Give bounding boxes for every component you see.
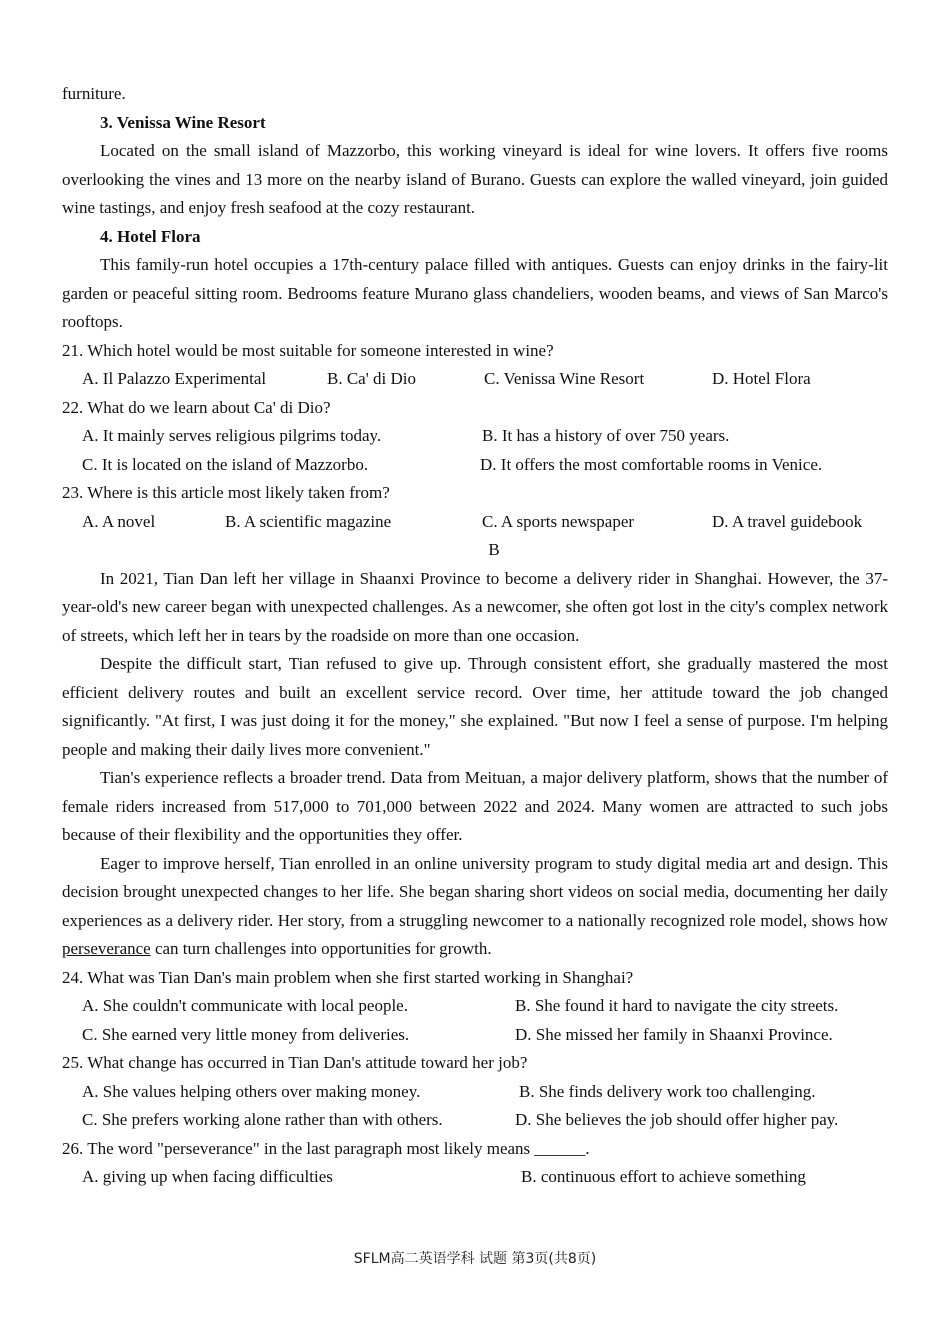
question-23-options	[62, 508, 888, 537]
hotel-4-title: 4. Hotel Flora	[100, 226, 201, 246]
q22-option-c: C. It is located on the island of Mazzorbo.	[82, 454, 369, 474]
question-21-options	[62, 365, 888, 394]
q22-option-b: B. It has a history of over 750 years.	[482, 426, 730, 445]
q23-option-c: C. A sports newspaper	[482, 511, 635, 531]
q25-option-c: C. She prefers working alone rather than with others.	[82, 1110, 443, 1129]
question-22-options-ab	[62, 422, 888, 451]
question-24-options-ab	[62, 992, 888, 1021]
question-25-options-cd	[62, 1106, 888, 1135]
q26-option-a: A. giving up when facing difficulties	[82, 1167, 333, 1186]
hotel-4-description: This family-run hotel occupies a 17th-century palace filled with antiques. Guests can enjoy drinks in the fairy-lit garden or peaceful sitting room. Bedrooms feature Murano glass chandeliers, wooden beams, and views of San Marco's rooftops.	[62, 255, 888, 331]
q25-option-a: A. She values helping others over making money.	[82, 1081, 421, 1101]
question-22: 22. What do we learn about Ca' di Dio?	[62, 397, 331, 417]
q26-option-b: B. continuous effort to achieve something	[521, 1167, 806, 1186]
q24-option-d: D. She missed her family in Shaanxi Province.	[515, 1024, 833, 1044]
q21-option-c: C. Venissa Wine Resort	[484, 369, 645, 388]
section-b-label: B	[488, 540, 500, 559]
page-footer: SFLM高二英语学科 试题 第3页(共8页)	[353, 1251, 597, 1267]
passage-b-paragraph-3: Tian's experience reflects a broader trend. Data from Meituan, a major delivery platform, shows that the number of female riders increased from 517,000 to 701,000 between 2022 and 2024. Many women are attracted to such jobs because of their flexibility and the opportunities they offer.	[62, 768, 888, 844]
q21-option-b: B. Ca' di Dio	[327, 369, 417, 388]
paragraph-4-text-start: Eager to improve herself, Tian enrolled in an online university program to study digital media art and design. This decision brought unexpected changes to her life. She began sharing short videos on social media, documenting her daily experiences as a delivery rider. Her story, from a struggling newcomer to a nationally recognized role model, shows how	[62, 853, 888, 930]
question-24-options-cd	[62, 1021, 888, 1050]
q24-option-c: C. She earned very little money from deliveries.	[82, 1024, 410, 1044]
question-25: 25. What change has occurred in Tian Dan's attitude toward her job?	[62, 1053, 528, 1072]
q25-option-d: D. She believes the job should offer higher pay.	[515, 1110, 839, 1129]
passage-b-paragraph-2: Despite the difficult start, Tian refused to give up. Through consistent effort, she gradually mastered the most efficient delivery routes and built an excellent service record. Over time, her attitude toward the job changed significantly. "At first, I was just doing it for the money," she explained. "But now I feel a sense of purpose. I'm helping people and making their daily lives more convenient."	[62, 654, 888, 759]
q22-option-d: D. It offers the most comfortable rooms in Venice.	[480, 454, 823, 474]
q24-option-a: A. She couldn't communicate with local people.	[82, 996, 408, 1015]
q21-option-a: A. Il Palazzo Experimental	[82, 369, 267, 388]
q21-option-d: D. Hotel Flora	[712, 369, 811, 388]
question-23: 23. Where is this article most likely taken from?	[62, 483, 390, 502]
underlined-word-perseverance: perseverance	[62, 939, 151, 958]
hotel-3-title: 3. Venissa Wine Resort	[100, 112, 266, 132]
previous-paragraph-fragment: furniture.	[62, 84, 126, 103]
question-22-options-cd	[62, 451, 888, 480]
q22-option-a: A. It mainly serves religious pilgrims today.	[82, 426, 382, 445]
q23-option-a: A. A novel	[82, 511, 156, 531]
question-26: 26. The word "perseverance" in the last paragraph most likely means ______.	[62, 1138, 590, 1158]
passage-b-paragraph-1: In 2021, Tian Dan left her village in Shaanxi Province to become a delivery rider in Shanghai. However, the 37-year-old's new career began with unexpected challenges. As a newcomer, she often got lost in the city's complex network of streets, which left her in tears by the roadside on more than one occasion.	[62, 568, 888, 645]
q23-option-d: D. A travel guidebook	[712, 511, 863, 531]
question-21: 21. Which hotel would be most suitable for someone interested in wine?	[62, 340, 554, 360]
question-25-options-ab	[62, 1078, 888, 1107]
question-24: 24. What was Tian Dan's main problem when she first started working in Shanghai?	[62, 967, 634, 987]
q23-option-b: B. A scientific magazine	[225, 511, 392, 531]
q25-option-b: B. She finds delivery work too challenging.	[519, 1081, 816, 1101]
hotel-3-description: Located on the small island of Mazzorbo, this working vineyard is ideal for wine lovers. It offers five rooms overlooking the vines and 13 more on the nearby island of Burano. Guests can explore the walled vineyard, join guided wine tastings, and enjoy fresh seafood at the cozy restaurant.	[62, 141, 888, 217]
passage-b-paragraph-4	[62, 850, 888, 964]
question-26-options-ab	[62, 1163, 888, 1192]
paragraph-4-text-end: can turn challenges into opportunities for growth.	[150, 939, 492, 958]
q24-option-b: B. She found it hard to navigate the city streets.	[515, 996, 839, 1015]
exam-page	[62, 80, 888, 1192]
